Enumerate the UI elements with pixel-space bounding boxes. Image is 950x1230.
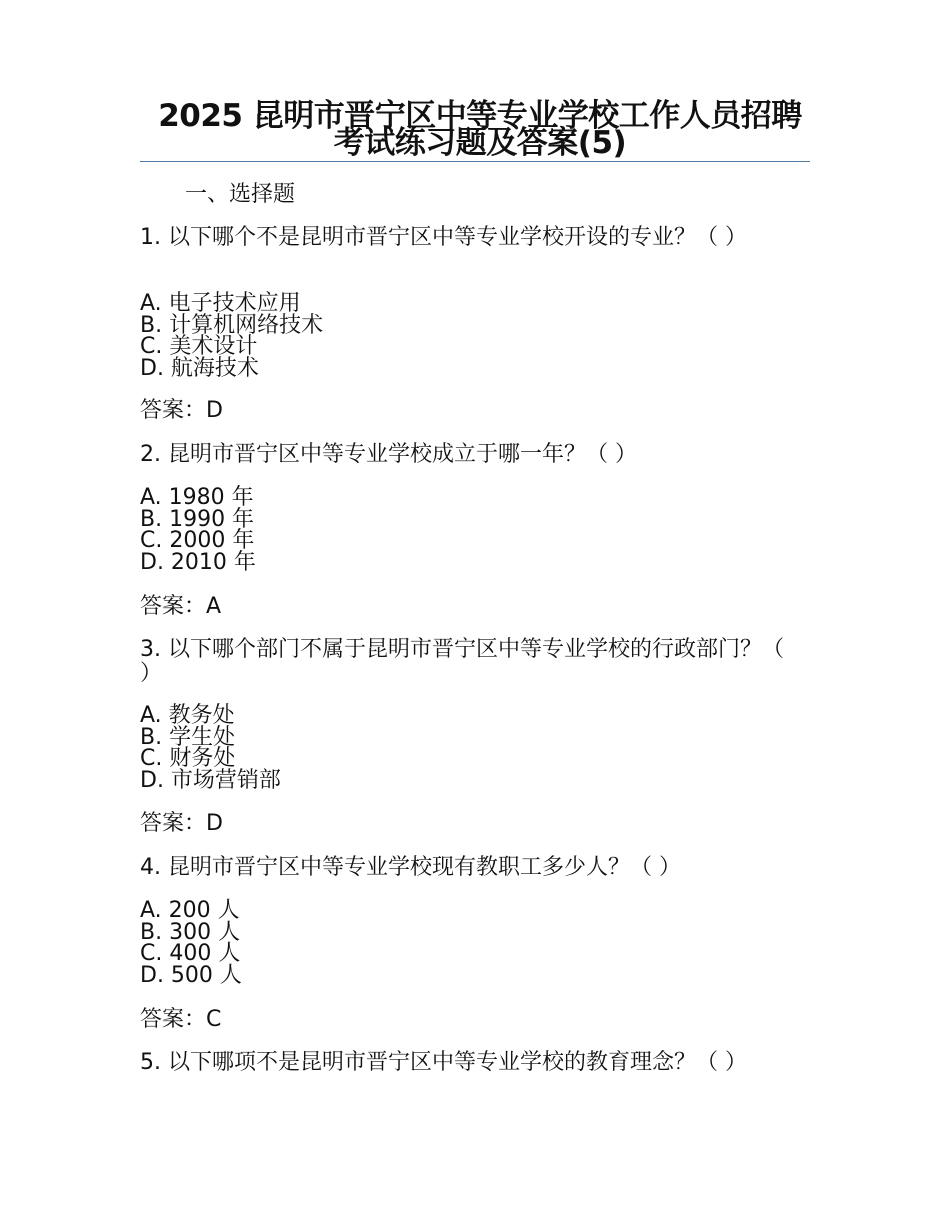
question-4-option-b: B. 300 人: [140, 919, 241, 945]
question-2-text: 2. 昆明市晋宁区中等专业学校成立于哪一年？（ ）: [140, 442, 637, 467]
question-3-option-d: D. 市场营销部: [140, 767, 281, 793]
question-3-answer: 答案：D: [140, 811, 223, 836]
question-2-option-a: A. 1980 年: [140, 485, 254, 510]
question-1-option-c: C. 美术设计: [140, 334, 258, 359]
question-1-text: 1. 以下哪个不是昆明市晋宁区中等专业学校开设的专业？（ ）: [140, 225, 747, 250]
question-1-options: [140, 293, 800, 379]
question-2-option-c: C. 2000 年: [140, 528, 255, 553]
question-1-answer: 答案：D: [140, 398, 223, 423]
document-title: 2025 昆明市晋宁区中等专业学校工作人员招聘考试练习题及答案(5): [158, 98, 802, 161]
question-4-text: 4. 昆明市晋宁区中等专业学校现有教职工多少人？（ ）: [140, 855, 681, 880]
question-1-option-b: B. 计算机网络技术: [140, 312, 324, 338]
question-4-option-d: D. 500 人: [140, 962, 242, 988]
question-4-options: [140, 900, 800, 986]
question-2-options: [140, 487, 800, 573]
question-5-text: 5. 以下哪项不是昆明市晋宁区中等专业学校的教育理念？（ ）: [140, 1050, 747, 1075]
question-2-option-b: B. 1990 年: [140, 506, 255, 532]
question-1-option-a: A. 电子技术应用: [140, 291, 301, 316]
question-3-option-a: A. 教务处: [140, 703, 235, 728]
question-2-option-d: D. 2010 年: [140, 549, 256, 575]
question-3-options: [140, 705, 800, 791]
question-2-answer: 答案：A: [140, 594, 222, 619]
question-4-option-a: A. 200 人: [140, 898, 240, 923]
question-3-option-c: C. 财务处: [140, 746, 236, 771]
question-1-option-d: D. 航海技术: [140, 355, 259, 381]
section-heading: 一、选择题: [185, 182, 296, 207]
title-underline: [140, 161, 810, 162]
question-3-option-b: B. 学生处: [140, 724, 236, 750]
question-4-option-c: C. 400 人: [140, 941, 241, 966]
question-3-text: 3. 以下哪个部门不属于昆明市晋宁区中等专业学校的行政部门？（ ）: [140, 637, 784, 686]
question-4-answer: 答案：C: [140, 1007, 222, 1032]
